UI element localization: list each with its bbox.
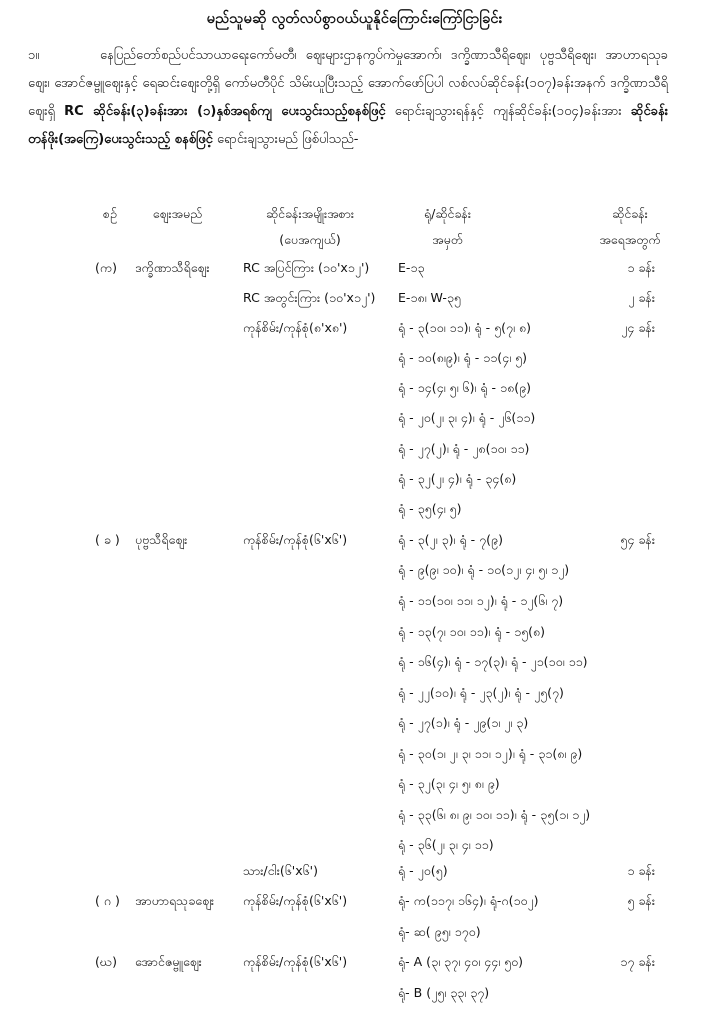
row-type: ကုန်စိမ်း/ကုန်စုံ(၆'x၆')	[243, 532, 348, 547]
intro-text-2: ရောင်းချသွားရန်နှင့် ကျန်ဆိုင်ခန်း(၁၀၄)ခန်းအား	[385, 104, 631, 119]
row-block: ရုံ - ၁၁(၁၀၊ ၁၁၊ ၁၂)၊ ရုံ - ၁၂(၆၊ ၇)	[398, 593, 564, 608]
row-count: ၂ ခန်း	[628, 290, 655, 305]
row-block: ရုံ - ၃၂(၂၊ ၄)၊ ရုံ - ၃၄(၈)	[398, 471, 517, 486]
paragraph-number: ၁။	[28, 48, 40, 63]
row-count: ၁ ခန်း	[627, 260, 655, 275]
row-type: ကုန်စိမ်း/ကုန်စုံ(၆'x၆')	[243, 954, 348, 969]
intro-text-3: ရောင်းချသွားမည် ဖြစ်ပါသည်-	[212, 132, 359, 147]
row-count: ၅ ခန်း	[627, 893, 655, 908]
header-market: ဈေးအမည်	[152, 206, 203, 221]
row-market: အောင်ဇမ္ဗူဈေး	[135, 954, 202, 969]
row-block: ရုံ - ၂၂(၁၀)၊ ရုံ - ၂၃(၂)၊ ရုံ - ၂၅(၇)	[398, 685, 564, 700]
row-block: ရုံ - ၉(၉၊ ၁၀)၊ ရုံ - ၁၀(၁၂၊ ၄၊ ၅၊ ၁၂)	[398, 562, 570, 577]
intro-bold-1: RC ဆိုင်ခန်း(၃)ခန်းအား (၁)နှစ်အရစ်ကျ ပေးသွင်းသည့်စနစ်ဖြင့်	[64, 104, 386, 119]
row-type: RC အတွင်းကြား (၁၀'x၁၂')	[243, 290, 376, 305]
row-block: ရုံ - ၂၇(၂)၊ ရုံ - ၂၈(၁၀၊ ၁၁)	[398, 441, 530, 456]
row-block: ရုံ- က(၁၁၇၊ ၁၆၄)၊ ရုံ-ဂ(၁၀၂)	[398, 893, 539, 908]
row-block: ရုံ - ၃၆(၂၊ ၃၊ ၄၊ ၁၁)	[398, 837, 494, 852]
row-market: အာဟာရသုခဈေး	[135, 893, 215, 908]
row-count: ၁၇ ခန်း	[620, 954, 655, 969]
row-no: (ဃ)	[95, 954, 117, 969]
row-block: ရုံ - ၃၀(၁၊ ၂၊ ၃၊ ၁၁၊ ၁၂)၊ ရုံ - ၃၁(၈၊ ၉)	[398, 746, 583, 761]
row-type: RC အပြင်ကြား (၁၀'x၁၂')	[243, 260, 370, 275]
row-block: ရုံ - ၁၀(၈၊၉)၊ ရုံ - ၁၁(၄၊ ၅)	[398, 350, 528, 365]
row-block: ရုံ - ၂၀(၂၊ ၃၊ ၄)၊ ရုံ - ၂၆(၁၁)	[398, 410, 536, 425]
row-no: ( ခ )	[95, 532, 120, 547]
header-block-line2: အမှတ်	[432, 232, 463, 247]
row-block: ရုံ - ၂၀(၅)	[398, 863, 448, 878]
notice-title: မည်သူမဆို လွတ်လပ်စွာဝယ်ယူနိုင်ကြောင်းကြော်ငြာခြင်း	[206, 11, 503, 27]
header-block-line1: ရုံ/ဆိုင်ခန်း	[423, 206, 472, 221]
row-block: ရုံ - ၃(၂၊ ၃)၊ ရုံ - ၇(၉)	[398, 532, 503, 547]
intro-paragraph	[28, 42, 668, 154]
row-no: (က)	[95, 260, 117, 275]
row-block: ရုံ - ၃၅(၄၊ ၅)	[398, 501, 462, 516]
header-count-line1: ဆိုင်ခန်း	[612, 206, 648, 221]
header-count-line2: အရေအတွက်	[599, 232, 661, 247]
row-block: ရုံ - ၃၂(၃၊ ၄၊ ၅၊ ၈၊ ၉)	[398, 776, 500, 791]
row-block: ရုံ - ၁၄(၄၊ ၅၊ ၆)၊ ရုံ - ၁၈(၉)	[398, 380, 531, 395]
row-type: ကုန်စိမ်း/ကုန်စုံ(၈'x၈')	[243, 320, 348, 335]
row-block: ရုံ - ၁၆(၄)၊ ရုံ - ၁၇(၃)၊ ရုံ - ၂၁(၁၀၊ ၁၁)	[398, 654, 588, 669]
row-type: ကုန်စိမ်း/ကုန်စုံ(၆'x၆')	[243, 893, 348, 908]
row-market: ဒက္ခိဏာသီရိဈေး	[135, 260, 210, 275]
intro-text-1: နေပြည်တော်စည်ပင်သာယာရေးကော်မတီ၊ ဈေးများဌာနကွပ်ကဲမှုအောက်၊ ဒက္ခိဏာသီရိဈေး၊ ပုဗ္ဗသီရိဈေး၊ အာဟာရသုခဈေး၊ အောင်ဇမ္ဗူဈေးနှင့် ရေဆင်းဈေးတို့ရှိ ကော်မတီပိုင် သိမ်းယူပြီးသည့် အောက်ဖော်ပြပါ လစ်လပ်ဆိုင်ခန်း(၁၀၇)ခန်းအနက် ဒက္ခိဏာသီရိဈေးရှိ	[28, 48, 668, 119]
row-block: ရုံ - ၃(၁၀၊ ၁၁)၊ ရုံ - ၅(၇၊ ၈)	[398, 320, 531, 335]
row-block: ရုံ - ၁၃(၇၊ ၁၀၊ ၁၁)၊ ရုံ - ၁၅(၈)	[398, 624, 546, 639]
row-block: ရုံ- B (၂၅၊ ၃၃၊ ၃၇)	[398, 985, 490, 1000]
row-block: ရုံ - ၂၇(၁)၊ ရုံ - ၂၉(၁၊ ၂၊ ၃)	[398, 715, 529, 730]
row-no: ( ဂ )	[95, 893, 120, 908]
row-block: E-၁၃	[398, 260, 425, 275]
header-no: စဉ်	[103, 206, 117, 221]
row-block: E-၁၈၊ W-၃၅	[398, 290, 461, 305]
row-count: ၁ ခန်း	[627, 863, 655, 878]
row-count: ၅၄ ခန်း	[620, 532, 655, 547]
intro-bold-2: ဆိုင်ခန်းတန်ဖိုး(အကြေ)ပေးသွင်းသည့် စနစ်ဖြင့်	[28, 104, 668, 147]
row-block: ရုံ - ၃၃(၆၊ ၈၊ ၉၊ ၁၀၊ ၁၁)၊ ရုံ - ၃၅(၁၊ ၁၂)	[398, 807, 591, 822]
header-type-line2: (ပေအကျယ်)	[279, 232, 341, 247]
header-type-line1: ဆိုင်ခန်းအမျိုးအစား	[265, 206, 355, 221]
row-type: သား/ငါး(၆'x၆')	[243, 863, 318, 878]
row-market: ပုဗ္ဗသီရိဈေး	[135, 532, 188, 547]
row-count: ၂၄ ခန်း	[621, 320, 655, 335]
row-block: ရုံ- ဆ( ၉၅၊ ၁၇၀)	[398, 924, 481, 939]
row-block: ရုံ- A (၃၊ ၃၇၊ ၄၀၊ ၄၄၊ ၅၀)	[398, 954, 524, 969]
